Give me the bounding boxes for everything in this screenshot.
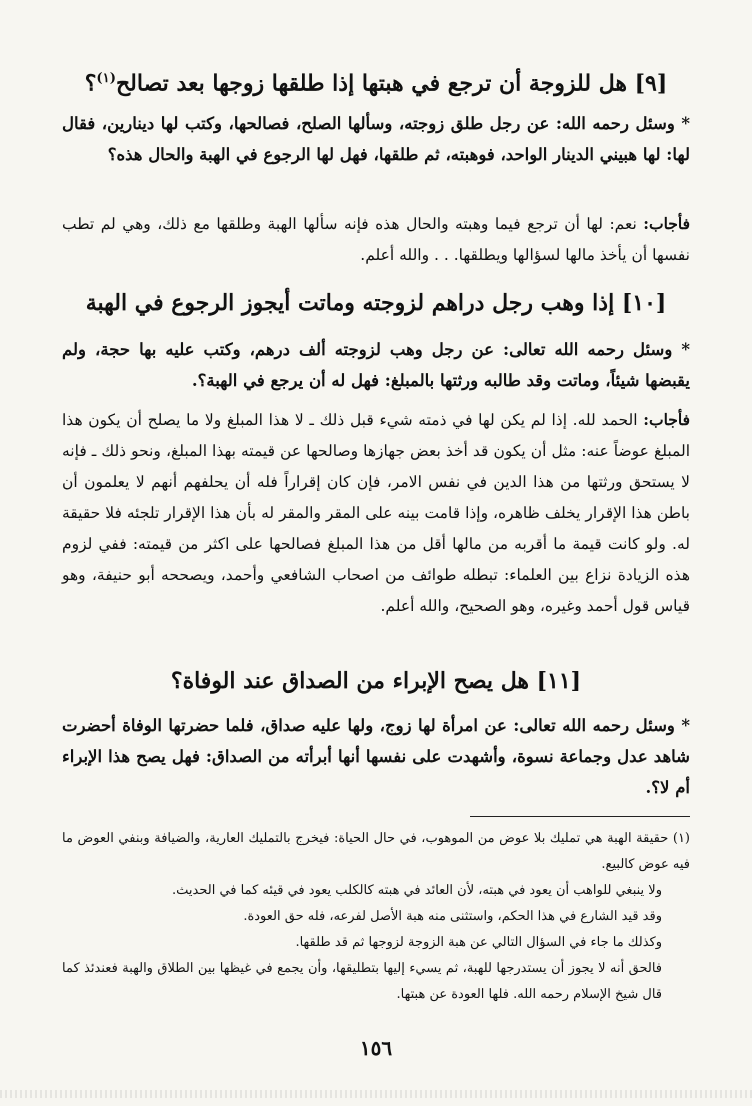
scan-edge (0, 1090, 752, 1098)
section-9-heading-text: [٩] هل للزوجة أن ترجع في هبتها إذا طلقها زوجها بعد تصالح (115, 70, 668, 97)
footnote-line-2: ولا ينبغي للواهب أن يعود في هبته، لأن العائد في هبته كالكلب يعود في قيئه كما في الحديث. (172, 883, 662, 898)
section-9-answer-text: نعم: لها أن ترجع فيما وهبته والحال هذه فإنه سألها الهبة وطلقها مع ذلك، وهي لم تطب نفسها أن يأخذ مالها لسؤالها ويطلقها. . . والله أعلم. (62, 215, 690, 264)
section-11-heading: [١١] هل يصح الإبراء من الصداق عند الوفاة؟ (170, 668, 582, 694)
section-10-question: * وسئل رحمه الله تعالى: عن رجل وهب لزوجته ألف درهم، وكتب عليه بها حجة، ولم يقبضها شيئاً، وماتت وقد طالبه ورثتها بالمبلغ: فهل له أن يرجع في الهبة؟. (62, 340, 690, 390)
page-number: ١٥٦ (359, 1036, 393, 1060)
section-10-answer-text: الحمد لله. إذا لم يكن لها في ذمته شيء قبل ذلك ـ لا هذا المبلغ ولا ما يصلح أن يكون هذا المبلغ عوضاً عنه: مثل أن يكون قد أخذ بعض جهازها وصالحها عن قيمته بهذا المبلغ، ونحو ذلك ـ فإنه لا يستحق ورثتها من هذا الدين في نفس الامر، فإن كان إقراراً فله أن يحلفهم أنهم لا يعلمون أن باطن هذا الإقرار يخلف ظاهره، وإذا قامت بينه على المقر والمقر له بأن هذا الإقرار تلجئه فلا حقيقة له. ولو كانت قيمة ما أقربه من مالها أقل من هذا المبلغ فصالحها على اكثر من قيمته: ففي لزوم هذه الزيادة نزاع بين العلماء: تبطله طوائف من اصحاب الشافعي وأحمد، ويصححه أبو حنيفة، وهو قياس قول أحمد وغيره، وهو الصحيح، والله أعلم. (62, 411, 690, 615)
footnote-line-5: فالحق أنه لا يجوز أن يستدرجها للهبة، ثم يسيء إليها بتطليقها، وأن يجمع في غيظها بين الطلاق والهبة فعندئذ كما قال شيخ الإسلام رحمه الله. فلها العودة عن هبتها. (62, 961, 662, 1002)
section-9-answer (62, 208, 690, 271)
footnote-1: (١) حقيقة الهبة هي تمليك بلا عوض من الموهوب، في حال الحياة: فيخرج بالتمليك العارية، والضيافة وبنفي العوض ما فيه عوض كالبيع. (62, 831, 690, 872)
footnote-line-3: وقد قيد الشارع في هذا الحكم، واستثنى منه هبة الأصل لفرعه، فله حق العودة. (243, 909, 662, 924)
answer-lead: فأجاب: (643, 214, 690, 233)
section-9-question: * وسئل رحمه الله: عن رجل طلق زوجته، وسألها الصلح، فصالحها، وكتب لها دينارين، فقال لها: لها هبيني الدينار الواحد، فوهبته، ثم طلقها، فهل لها الرجوع في الهبة والحال هذه؟ (62, 114, 690, 164)
section-9-heading-end: ؟ (84, 70, 97, 97)
section-9-heading (60, 64, 692, 98)
footnote-line-4: وكذلك ما جاء في السؤال التالي عن هبة الزوجة لزوجها ثم قد طلقها. (295, 935, 662, 950)
footnotes (62, 826, 690, 1008)
section-10-answer (62, 404, 690, 622)
footnote-mark: (١) (96, 71, 116, 86)
section-10-heading: [١٠] إذا وهب رجل دراهم لزوجته وماتت أيجوز الرجوع في الهبة (85, 290, 667, 316)
answer-lead: فأجاب: (643, 410, 690, 429)
footnote-divider (470, 816, 690, 817)
section-11-question: * وسئل رحمه الله تعالى: عن امرأة لها زوج، ولها عليه صداق، فلما حضرتها الوفاة أحضرت شاهد عدل وجماعة نسوة، وأشهدت على نفسها أنها أبرأته من الصداق: فهل يصح هذا الإبراء أم لا؟. (62, 716, 690, 797)
